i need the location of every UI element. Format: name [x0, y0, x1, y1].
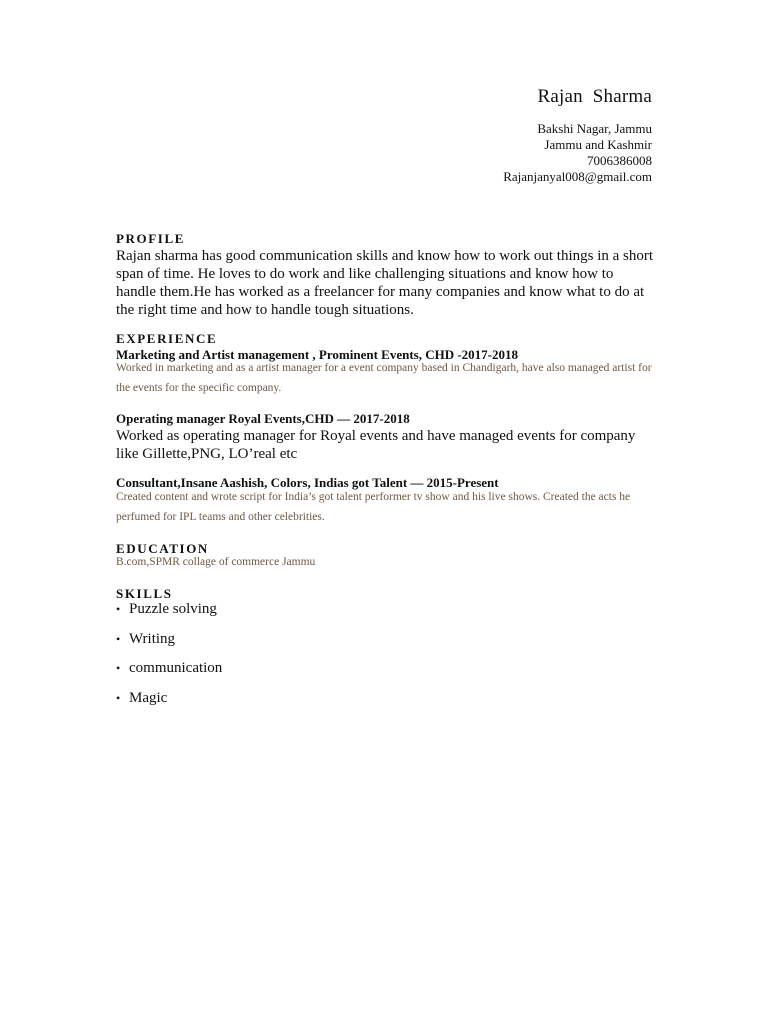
bullet-icon: •	[116, 661, 121, 675]
job-title: Operating manager Royal Events,CHD — 2017-2018	[116, 411, 410, 426]
skill-item	[116, 601, 217, 618]
job-title: Consultant,Insane Aashish, Colors, Indias got Talent — 2015-Present	[116, 475, 499, 490]
profile-text: Rajan sharma has good communication skills and know how to work out things in a short span of time. He loves to do work and like challenging situations and know how to handle them.He has worked as a freelancer for many companies and know what to do at the right time and how to handle tough situations.	[116, 248, 654, 318]
profile-heading: PROFILE	[116, 231, 185, 246]
skill-label: Magic	[129, 690, 168, 706]
candidate-name: Rajan Sharma	[537, 86, 652, 107]
job-title: Marketing and Artist management , Prominent Events, CHD -2017-2018	[116, 347, 519, 362]
address-line: Jammu and Kashmir	[544, 137, 652, 152]
skill-item	[116, 690, 167, 707]
job-description: Worked in marketing and as a artist manager for a event company based in Chandigarh, have also managed artist for the events for the specific company.	[116, 362, 652, 394]
bullet-icon: •	[116, 691, 121, 705]
skill-item	[116, 660, 222, 677]
bullet-icon: •	[116, 632, 121, 646]
bullet-icon: •	[116, 602, 121, 616]
email-address: Rajanjanyal008@gmail.com	[503, 169, 652, 184]
contact-header	[503, 86, 652, 185]
skill-label: Writing	[129, 631, 176, 647]
experience-heading: EXPERIENCE	[116, 331, 218, 346]
skill-label: communication	[129, 660, 223, 676]
skill-label: Puzzle solving	[129, 601, 217, 617]
education-entry: B.com,SPMR collage of commerce Jammu	[116, 556, 316, 568]
address-line: Bakshi Nagar, Jammu	[537, 121, 652, 136]
skills-heading: SKILLS	[116, 586, 173, 601]
phone-number: 7006386008	[587, 153, 652, 168]
education-heading: EDUCATION	[116, 541, 209, 556]
job-description: Created content and wrote script for India’s got talent performer tv show and his live shows. Created the acts he perfumed for IPL teams and other celebrities.	[116, 491, 631, 523]
job-description: Worked as operating manager for Royal events and have managed events for company like Gillette,PNG, LO’real etc	[116, 428, 636, 462]
skill-item	[116, 631, 175, 648]
